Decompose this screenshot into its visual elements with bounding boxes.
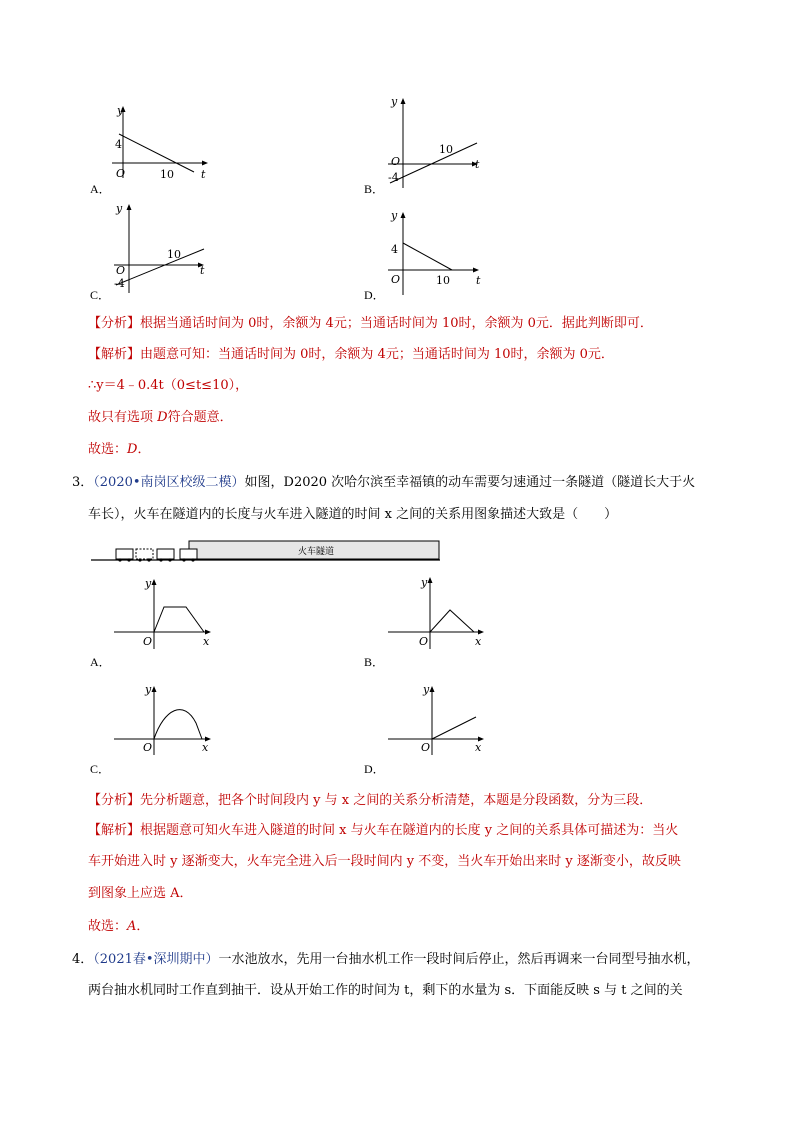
q2c-t-label: t — [200, 264, 205, 277]
q3a-o-label: O — [143, 635, 153, 648]
q2-analysis-tag: 【分析】 — [88, 316, 141, 331]
q3-option-a: A． — [90, 655, 111, 669]
q2a-y-label: y — [117, 104, 124, 117]
q2c-o-label: O — [116, 264, 126, 277]
q2b-y-label: y — [391, 95, 398, 108]
q3-source: （2020•南岗区校级二模） — [93, 475, 245, 490]
q3-stem-line1 — [72, 473, 695, 493]
q3-number: 3． — [72, 475, 94, 490]
q2-option-c: C． — [90, 288, 111, 302]
q3-solution-line3: 到图象上应选 A． — [88, 886, 193, 901]
q2-option-a: A． — [90, 182, 111, 196]
q3-graph-b — [386, 573, 496, 653]
q3-option-b: B． — [364, 655, 385, 669]
q2-analysis-text: 根据当通话时间为 0时，余额为 4元；当通话时间为 10时，余额为 0元．据此判断即可． — [140, 316, 653, 331]
q4-source: （2021春•深圳期中） — [93, 952, 219, 967]
q2a-t-label: t — [201, 168, 206, 181]
q3a-x-label: x — [203, 635, 210, 648]
q3-stem-1: 如图，D2020 次哈尔滨至幸福镇的动车需要匀速通过一条隧道（隧道长大于火 — [244, 475, 696, 490]
q3-tunnel-figure — [88, 538, 448, 566]
q4-stem-1: 一水池放水，先用一台抽水机工作一段时间后停止，然后再调来一台同型号抽水机， — [218, 952, 700, 967]
q3-graph-c — [112, 679, 222, 759]
q3-stem-line2: 车长），火车在隧道内的长度与火车进入隧道的时间 x 之间的关系用图象描述大致是（ ） — [88, 507, 618, 522]
q2d-t-label: t — [476, 274, 481, 287]
q4-number: 4． — [72, 952, 94, 967]
q3a-y-label: y — [145, 577, 152, 590]
q2a-4-label: 4 — [115, 138, 122, 151]
q3b-y-label: y — [421, 576, 428, 589]
q3-analysis: 【分析】先分析题意，把各个时间段内 y 与 x 之间的关系分析清楚，本题是分段函数，分为三段． — [88, 793, 653, 808]
q2a-10-label: 10 — [160, 168, 174, 181]
q2-answer: 故选：D． — [88, 442, 151, 457]
q2-graph-b — [386, 93, 496, 193]
q2b-t-label: t — [475, 158, 480, 171]
q2-solution-text: 由题意可知：当通话时间为 0时，余额为 4元；当通话时间为 10时，余额为 0元． — [140, 347, 614, 362]
q2-graph-a — [112, 100, 222, 185]
q4-stem-line2: 两台抽水机同时工作直到抽干．设从开始工作的时间为 t，剩下的水量为 s．下面能反映 s 与 t 之间的关 — [88, 983, 683, 998]
q2b-o-label: O — [391, 155, 401, 168]
q2-formula: ∴y＝4﹣0.4t（0≤t≤10）， — [88, 378, 249, 393]
q3-option-d: D． — [364, 762, 385, 776]
q2d-4-label: 4 — [391, 243, 398, 256]
q2-conclusion: 故只有选项 D符合题意． — [88, 410, 233, 425]
q3-tunnel-label: 火车隧道 — [298, 547, 335, 557]
q2b-neg4-label: -4 — [388, 171, 399, 184]
q3b-x-label: x — [475, 635, 482, 648]
q4-stem-line1 — [72, 950, 700, 970]
q2c-10-label: 10 — [167, 248, 181, 261]
q3-solution-line2: 车开始进入时 y 逐渐变大，火车完全进入后一段时间内 y 不变，当火车开始出来时 y 逐渐变小，故反映 — [88, 854, 681, 869]
q3-graph-a — [112, 573, 222, 653]
q2b-10-label: 10 — [439, 143, 453, 156]
q2d-10-label: 10 — [436, 274, 450, 287]
q3d-x-label: x — [475, 741, 482, 754]
q2-graph-c — [112, 198, 222, 298]
q3c-x-label: x — [202, 741, 209, 754]
q2c-neg4-label: -4 — [114, 277, 125, 290]
q3-graph-d — [386, 679, 496, 759]
q2d-o-label: O — [391, 273, 401, 286]
q3d-y-label: y — [423, 683, 430, 696]
q3c-y-label: y — [145, 683, 152, 696]
q2d-y-label: y — [391, 209, 398, 222]
q2-solution-tag: 【解析】 — [88, 347, 141, 362]
q2-solution — [88, 345, 614, 365]
q2-option-b: B． — [364, 182, 385, 196]
q2-option-d: D． — [364, 288, 385, 302]
q2-analysis — [88, 314, 653, 334]
q3b-o-label: O — [419, 635, 429, 648]
q3-answer: 故选：A． — [88, 919, 150, 934]
q3-solution-line1: 【解析】根据题意可知火车进入隧道的时间 x 与火车在隧道内的长度 y 之间的关系具体可描述为：当火 — [88, 823, 679, 838]
q3d-o-label: O — [421, 741, 431, 754]
q3-option-c: C． — [90, 762, 111, 776]
q2a-o-label: O — [116, 167, 126, 180]
q3c-o-label: O — [143, 741, 153, 754]
q2-graph-d — [386, 205, 496, 300]
q2c-y-label: y — [116, 202, 123, 215]
